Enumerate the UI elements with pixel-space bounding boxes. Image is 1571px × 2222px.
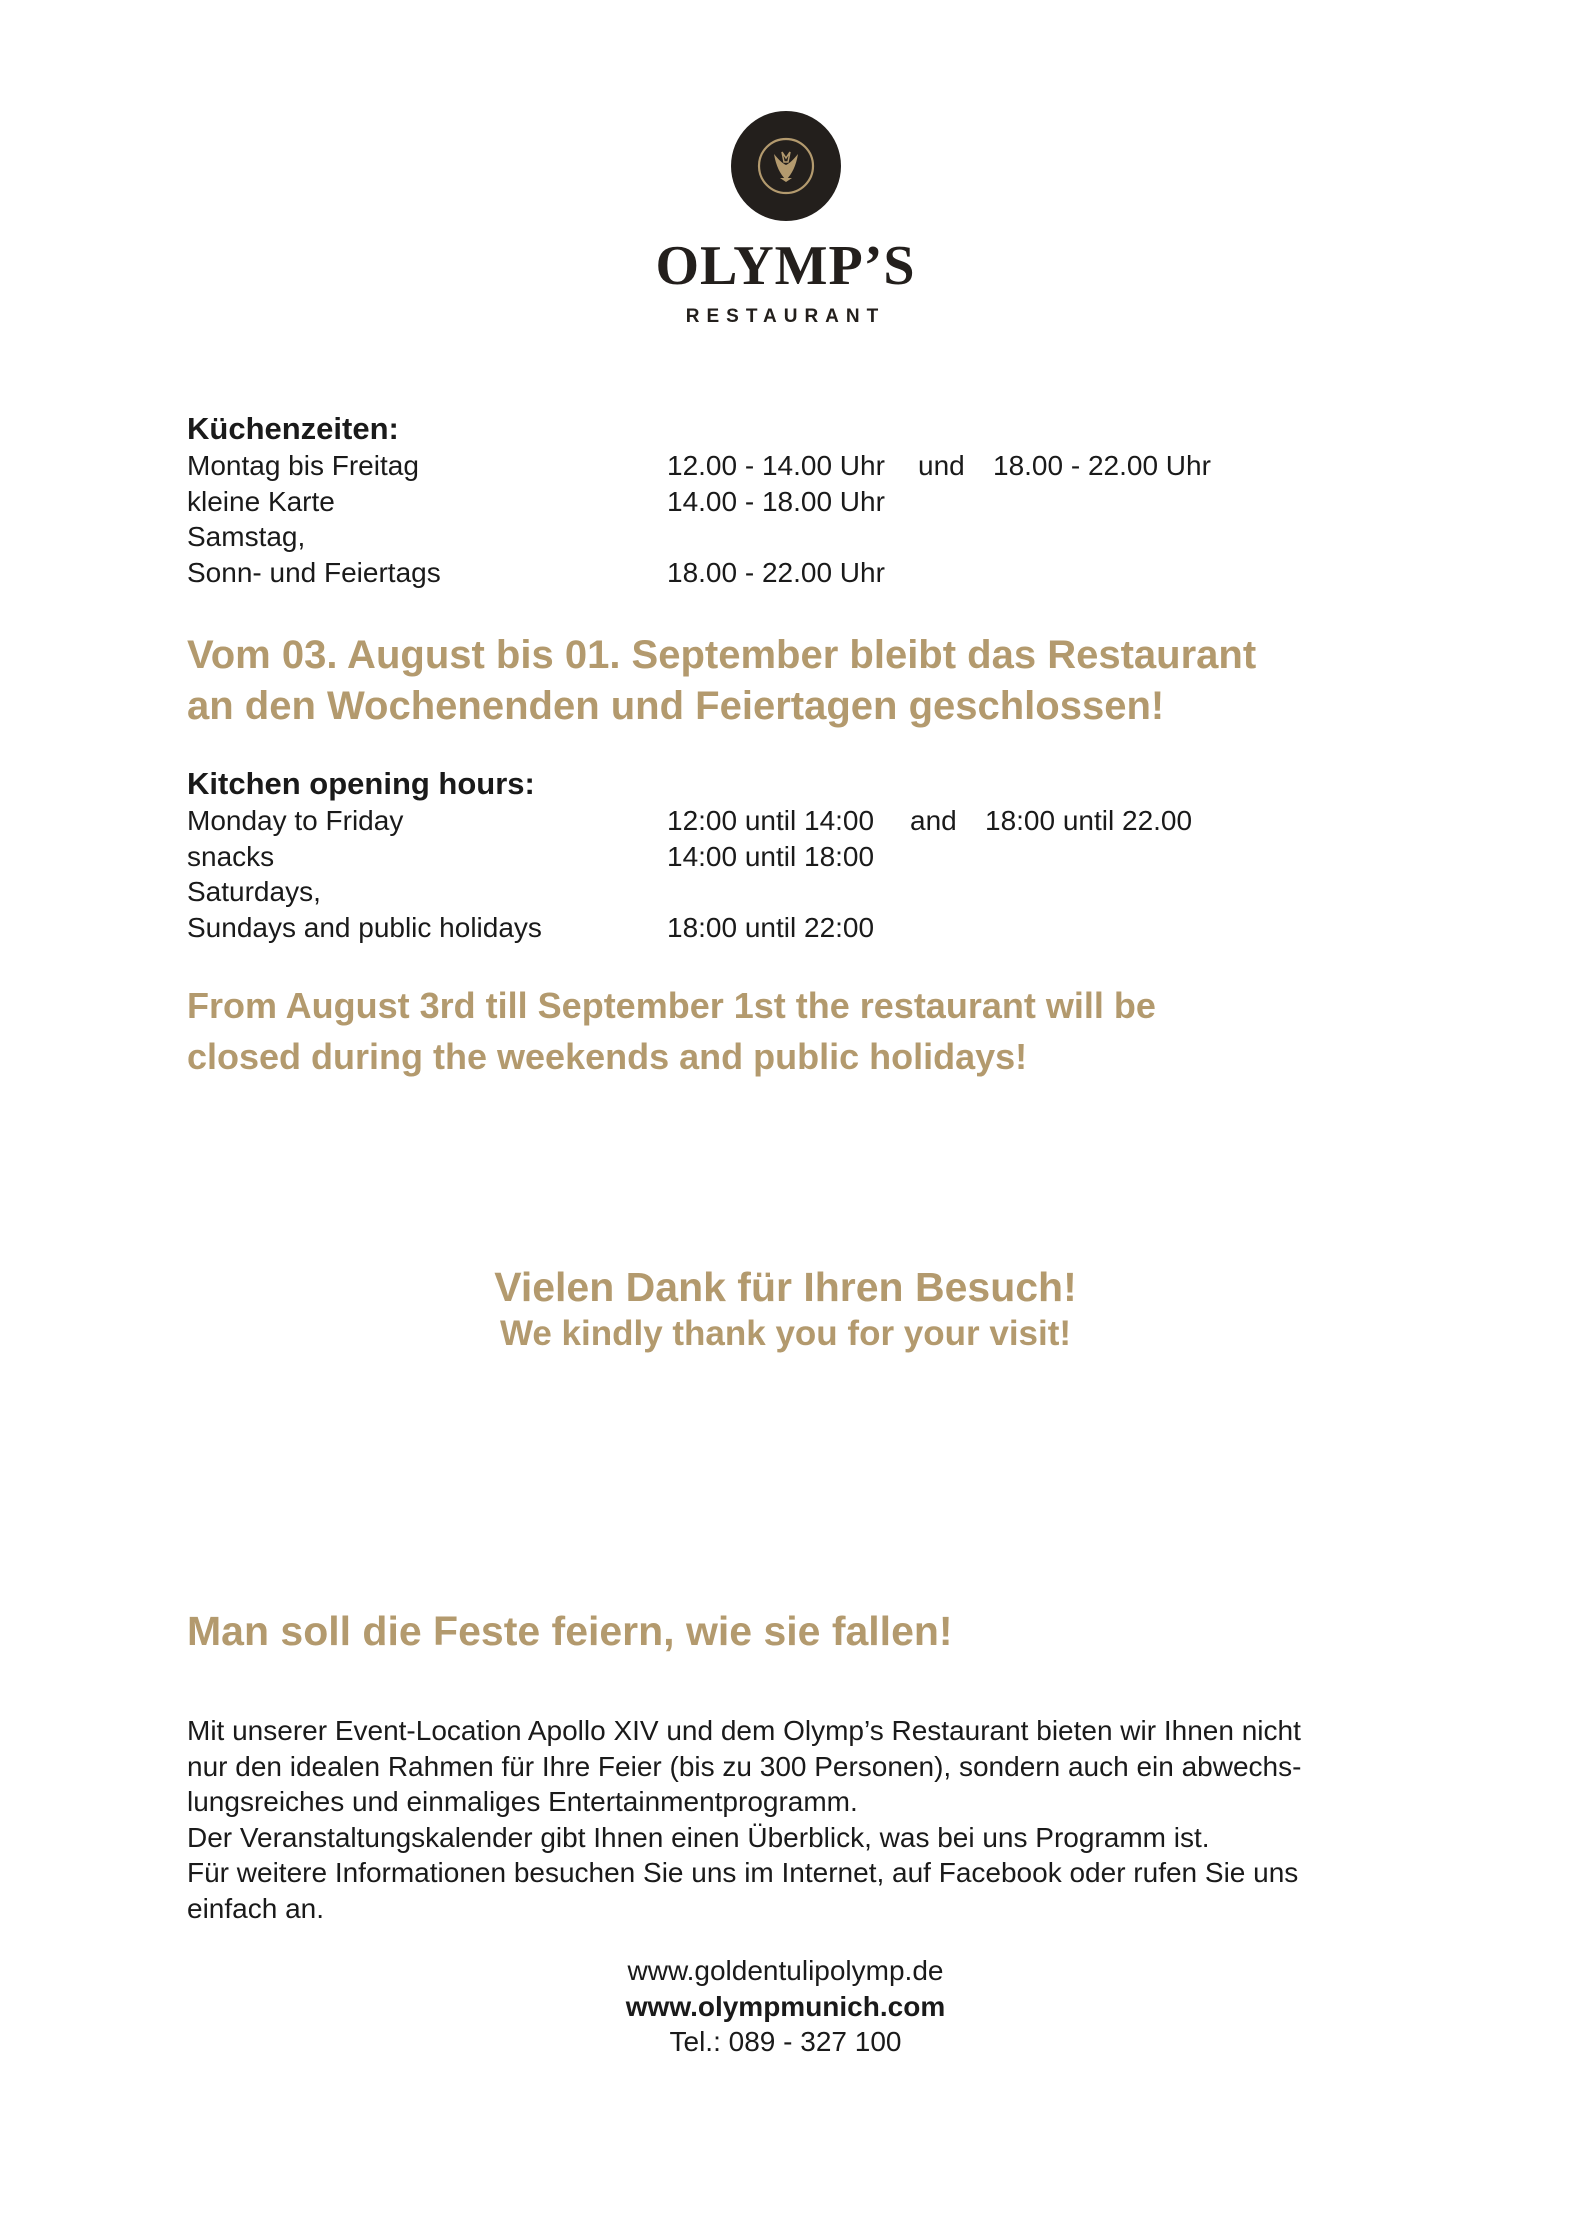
closure-notice-de bbox=[187, 630, 1407, 732]
hours-row-label: Sundays and public holidays bbox=[187, 911, 542, 943]
phone-number: Tel.: 089 - 327 100 bbox=[669, 2026, 902, 2057]
events-section bbox=[187, 1606, 1407, 1926]
thank-you-en: We kindly thank you for your visit! bbox=[499, 1314, 1072, 1353]
hours-row-time1: 18.00 - 22.00 Uhr bbox=[667, 556, 885, 588]
hours-row-time1: 14:00 until 18:00 bbox=[667, 840, 875, 872]
hours-row bbox=[187, 910, 1407, 946]
brand-subtitle: RESTAURANT bbox=[685, 306, 886, 327]
hours-row-joiner: und bbox=[918, 450, 965, 481]
hours-row-time1: 14.00 - 18.00 Uhr bbox=[667, 485, 885, 517]
closure-notice-de-line2: an den Wochenenden und Feiertagen geschlossen! bbox=[187, 684, 1165, 728]
closure-notice-en bbox=[187, 980, 1407, 1082]
hours-row-joiner: and bbox=[910, 805, 957, 836]
events-title: Man soll die Feste feiern, wie sie fallen! bbox=[187, 1608, 953, 1654]
hours-row bbox=[187, 448, 1407, 484]
restaurant-logo bbox=[0, 110, 1571, 328]
brand-name: OLYMP’S bbox=[655, 235, 916, 297]
hours-row-time2: 18.00 - 22.00 Uhr bbox=[993, 450, 1211, 481]
events-text-line: einfach an. bbox=[187, 1892, 324, 1924]
hours-row bbox=[187, 839, 1407, 875]
hours-row-time1: 12:00 until 14:00 bbox=[667, 805, 875, 836]
hours-row bbox=[187, 519, 1407, 555]
closure-notice-en-line2: closed during the weekends and public holidays! bbox=[187, 1036, 1028, 1077]
hours-row-label: Montag bis Freitag bbox=[187, 450, 419, 481]
hours-row-time1: 18:00 until 22:00 bbox=[667, 911, 875, 943]
thank-you-de: Vielen Dank für Ihren Besuch! bbox=[494, 1264, 1077, 1310]
kitchen-hours-en bbox=[187, 765, 1407, 945]
tulip-logo-icon bbox=[730, 110, 842, 222]
hours-row-time1: 12.00 - 14.00 Uhr bbox=[667, 450, 885, 481]
thank-you-message bbox=[0, 1262, 1571, 1356]
events-text-line: Der Veranstaltungskalender gibt Ihnen einen Überblick, was bei uns Programm ist. bbox=[187, 1821, 1210, 1853]
kitchen-hours-en-heading: Kitchen opening hours: bbox=[187, 766, 535, 801]
contact-block bbox=[0, 1953, 1571, 2060]
events-description bbox=[187, 1713, 1407, 1926]
website-link-olympmunich[interactable]: www.olympmunich.com bbox=[625, 1990, 946, 2022]
hours-row bbox=[187, 484, 1407, 520]
hours-row bbox=[187, 874, 1407, 910]
hours-row bbox=[187, 803, 1407, 839]
kitchen-hours-de-heading: Küchenzeiten: bbox=[187, 411, 399, 446]
hours-row-time2: 18:00 until 22.00 bbox=[985, 805, 1193, 836]
events-text-line: lungsreiches und einmaliges Entertainmentprogramm. bbox=[187, 1786, 858, 1817]
hours-row-label: Sonn- und Feiertags bbox=[187, 556, 441, 588]
closure-notice-de-line1: Vom 03. August bis 01. September bleibt das Restaurant bbox=[187, 633, 1257, 677]
hours-row-label: kleine Karte bbox=[187, 485, 335, 517]
hours-row-label: Saturdays, bbox=[187, 876, 321, 907]
events-text-line: Für weitere Informationen besuchen Sie uns im Internet, auf Facebook oder rufen Sie uns bbox=[187, 1857, 1299, 1888]
hours-row-label: Samstag, bbox=[187, 521, 306, 552]
events-text-line: Mit unserer Event-Location Apollo XIV und dem Olymp’s Restaurant bieten wir Ihnen nicht bbox=[187, 1715, 1301, 1746]
kitchen-hours-de bbox=[187, 410, 1407, 590]
hours-row-label: snacks bbox=[187, 840, 275, 872]
closure-notice-en-line1: From August 3rd till September 1st the restaurant will be bbox=[187, 985, 1156, 1026]
events-text-line: nur den idealen Rahmen für Ihre Feier (bis zu 300 Personen), sondern auch ein abwechs- bbox=[187, 1750, 1302, 1782]
hours-row-label: Monday to Friday bbox=[187, 805, 404, 836]
hours-row bbox=[187, 555, 1407, 591]
website-link-goldentulip[interactable]: www.goldentulipolymp.de bbox=[627, 1955, 944, 1986]
